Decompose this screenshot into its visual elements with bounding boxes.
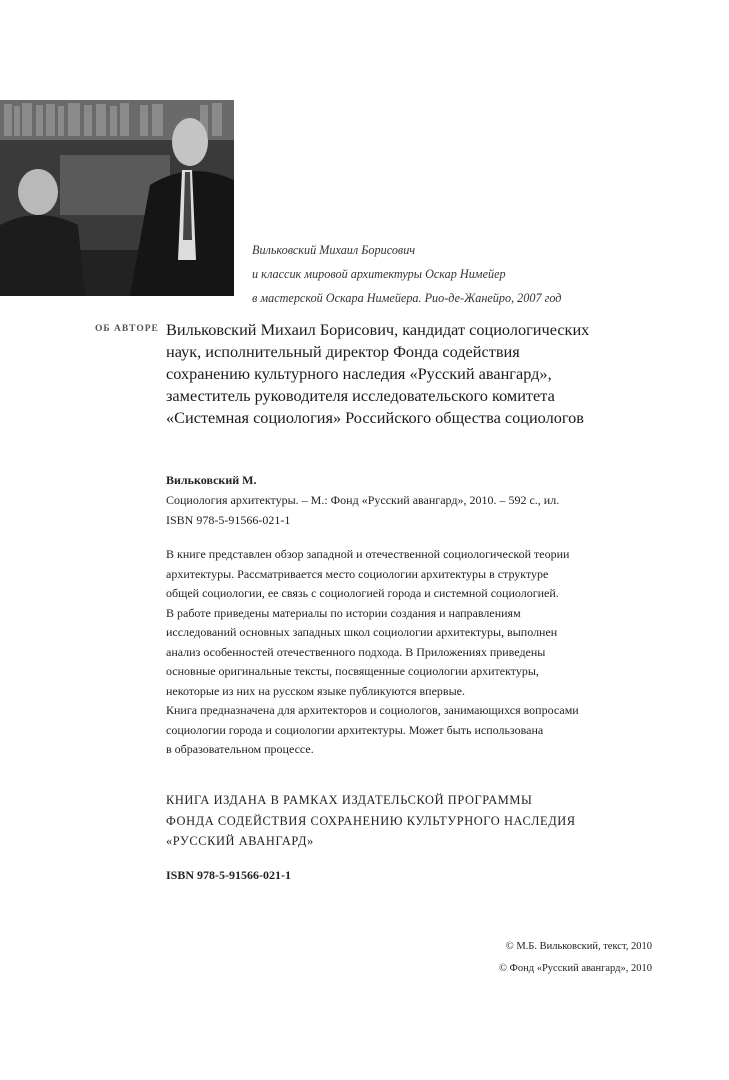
about-line: Вильковский Михаил Борисович, кандидат социологических xyxy=(166,320,590,339)
caption-line: Вильковский Михаил Борисович xyxy=(252,243,416,257)
bibliographic-record xyxy=(166,470,686,530)
caption-line: и классик мировой архитектуры Оскар Нимейер xyxy=(252,267,506,281)
publishing-program-note xyxy=(166,790,686,852)
desc-line: Книга предназначена для архитекторов и социологов, занимающихся вопросами xyxy=(166,703,579,717)
desc-line: общей социологии, ее связь с социологией города и системной социологией. xyxy=(166,586,559,600)
program-line: «РУССКИЙ АВАНГАРД» xyxy=(166,834,314,848)
bib-author: Вильковский М. xyxy=(166,473,257,487)
isbn-bold: ISBN 978-5-91566-021-1 xyxy=(166,868,291,882)
desc-line: архитектуры. Рассматривается место социологии архитектуры в структуре xyxy=(166,566,549,581)
about-label: ОБ АВТОРЕ xyxy=(95,324,159,334)
desc-line: В работе приведены материалы по истории создания и направлениям xyxy=(166,605,521,620)
program-line: ФОНДА СОДЕЙСТВИЯ СОХРАНЕНИЮ КУЛЬТУРНОГО НАСЛЕДИЯ xyxy=(166,813,576,828)
caption-line: в мастерской Оскара Нимейера. Рио-де-Жанейро, 2007 год xyxy=(252,291,562,305)
copyright-block xyxy=(499,936,652,980)
desc-line: исследований основных западных школ социологии архитектуры, выполнен xyxy=(166,625,558,639)
bib-isbn: ISBN 978-5-91566-021-1 xyxy=(166,513,291,527)
desc-line: в образовательном процессе. xyxy=(166,742,314,756)
desc-line: основные оригинальные тексты, посвященные социологии архитектуры, xyxy=(166,664,539,678)
copyright-line: © М.Б. Вильковский, текст, 2010 xyxy=(505,941,652,952)
author-photo xyxy=(0,100,234,296)
photo-portrait-icon xyxy=(0,100,234,296)
program-line: КНИГА ИЗДАНА В РАМКАХ ИЗДАТЕЛЬСКОЙ ПРОГРАММЫ xyxy=(166,793,533,807)
about-line: сохранению культурного наследия «Русский авангард», xyxy=(166,364,552,383)
desc-line: социологии города и социологии архитектуры. Может быть использована xyxy=(166,722,544,737)
book-description xyxy=(166,545,686,760)
desc-line: анализ особенностей отечественного подхода. В Приложениях приведены xyxy=(166,644,546,659)
bib-entry: Социология архитектуры. – М.: Фонд «Русский авангард», 2010. – 592 с., ил. xyxy=(166,493,560,507)
photo-caption xyxy=(252,238,652,310)
about-line: «Системная социология» Российского общества социологов xyxy=(166,408,584,427)
about-line: заместитель руководителя исследовательского комитета xyxy=(166,386,555,405)
desc-line: некоторые из них на русском языке публикуются впервые. xyxy=(166,683,465,698)
about-author-text xyxy=(166,319,686,429)
desc-line: В книге представлен обзор западной и отечественной социологической теории xyxy=(166,547,570,561)
about-line: наук, исполнительный директор Фонда содействия xyxy=(166,342,520,361)
copyright-line: © Фонд «Русский авангард», 2010 xyxy=(498,963,652,974)
